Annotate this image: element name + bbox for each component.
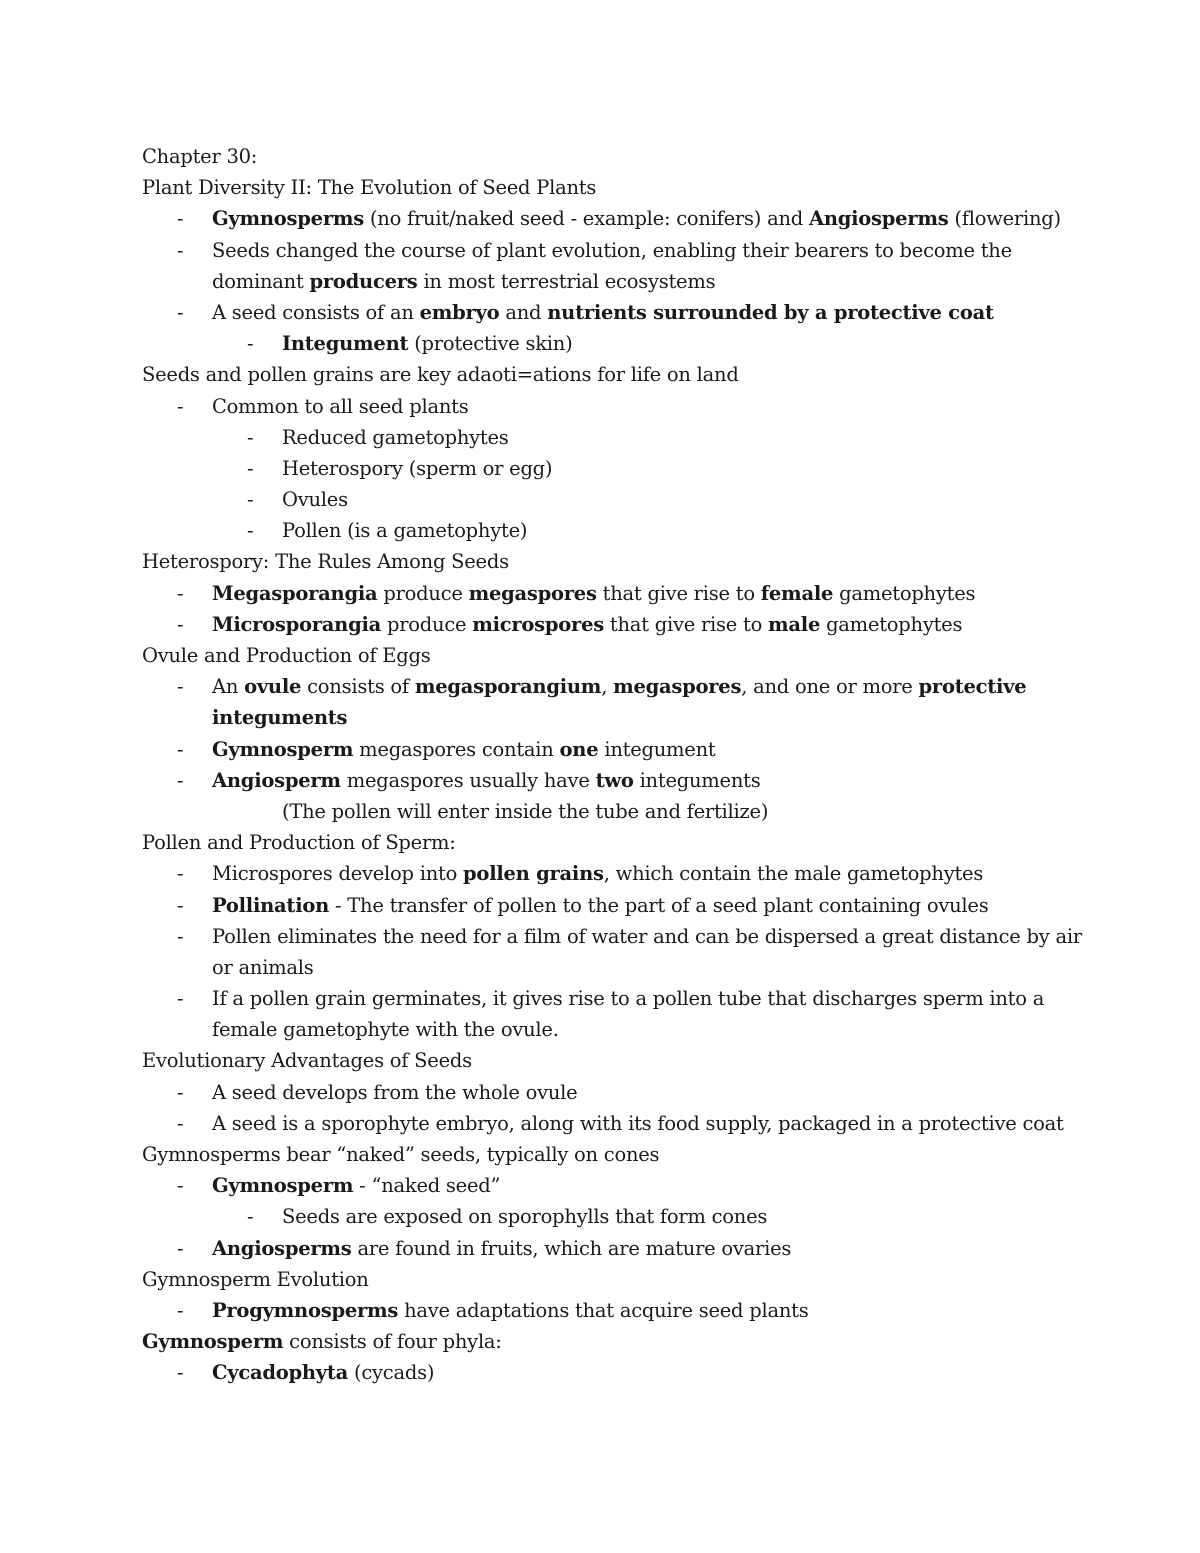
bullet-line xyxy=(142,578,1072,609)
bullet-dash: - xyxy=(177,1080,184,1104)
text-run: An xyxy=(212,675,245,699)
bold-term: Gymnosperm xyxy=(212,1174,354,1198)
text-run: Heterospory (sperm or egg) xyxy=(282,456,553,480)
heading-line xyxy=(142,1264,1072,1295)
bullet-line xyxy=(142,1201,1072,1232)
bullet-line xyxy=(142,765,1072,796)
text-run: (protective skin) xyxy=(408,332,573,356)
bold-term: Megasporangia xyxy=(212,581,378,605)
text-run: megaspores usually have xyxy=(340,768,596,792)
heading-line xyxy=(142,546,1072,577)
bullet-dash: - xyxy=(177,238,184,262)
bullet-line xyxy=(142,1170,1072,1201)
text-run: megaspores contain xyxy=(353,737,560,761)
bold-term: megasporangium xyxy=(414,675,602,699)
bullet-line xyxy=(142,702,1072,733)
text-run: Pollen and Production of Sperm: xyxy=(142,831,456,855)
bold-term: Angiosperm xyxy=(212,768,341,792)
line-text xyxy=(212,578,975,609)
heading-line xyxy=(142,827,1072,858)
line-text xyxy=(142,1264,369,1295)
text-run: female gametophyte with the ovule. xyxy=(212,1018,559,1042)
text-run: (flowering) xyxy=(948,207,1061,231)
bullet-dash: - xyxy=(177,1298,184,1322)
line-text xyxy=(212,266,715,297)
text-run: Gymnosperms bear “naked” seeds, typically on cones xyxy=(142,1143,660,1166)
bold-term: pollen grains xyxy=(463,862,604,886)
bullet-line xyxy=(142,952,1072,983)
line-text xyxy=(282,1201,767,1232)
text-run: gametophytes xyxy=(833,581,976,605)
text-run: Plant Diversity II: The Evolution of Seed Plants xyxy=(142,176,597,200)
bullet-dash: - xyxy=(177,300,184,324)
bullet-dash: - xyxy=(177,612,184,636)
bullet-dash: - xyxy=(177,768,184,792)
bullet-dash: - xyxy=(177,1111,184,1135)
bullet-line xyxy=(142,796,1072,827)
bullet-dash: - xyxy=(177,737,184,761)
line-text xyxy=(142,1139,659,1170)
bold-term: protective xyxy=(918,675,1027,699)
bullet-line xyxy=(142,734,1072,765)
bullet-dash: - xyxy=(177,1174,184,1198)
text-run: , and one or more xyxy=(741,675,919,699)
heading-line xyxy=(142,1139,1072,1170)
text-run: Seeds are exposed on sporophylls that form cones xyxy=(282,1205,768,1229)
bullet-line xyxy=(142,422,1072,453)
bullet-line xyxy=(142,609,1072,640)
line-text xyxy=(212,203,1061,234)
line-text xyxy=(142,546,509,577)
line-text xyxy=(212,702,347,733)
bullet-line xyxy=(142,921,1082,952)
text-run: consists of xyxy=(301,675,415,699)
text-run: are found in fruits, which are mature ovaries xyxy=(351,1236,792,1260)
bold-term: two xyxy=(595,768,634,792)
line-text xyxy=(142,1326,502,1357)
line-text xyxy=(212,297,994,328)
bullet-dash: - xyxy=(247,488,254,512)
text-run: integuments xyxy=(633,768,761,792)
line-text xyxy=(282,453,552,484)
text-run: Evolutionary Advantages of Seeds xyxy=(142,1049,472,1073)
text-run: in most terrestrial ecosystems xyxy=(417,269,716,293)
bold-term: Angiosperms xyxy=(808,207,949,231)
text-run: Ovule and Production of Eggs xyxy=(142,644,431,667)
heading-line xyxy=(142,359,1072,390)
bold-term: megaspores xyxy=(468,581,597,605)
bullet-line xyxy=(142,391,1072,422)
bold-term: microspores xyxy=(472,612,604,636)
line-text xyxy=(212,952,314,983)
bullet-dash: - xyxy=(177,581,184,605)
text-run: have adaptations that acquire seed plants xyxy=(398,1298,809,1322)
bold-term: female xyxy=(760,581,834,605)
line-text xyxy=(212,858,983,889)
text-run: dominant xyxy=(212,269,310,293)
bold-term: producers xyxy=(309,269,418,293)
bold-term: Gymnosperm xyxy=(142,1330,284,1354)
text-run: Chapter 30: xyxy=(142,145,258,168)
line-text xyxy=(212,671,1026,702)
bullet-dash: - xyxy=(177,1236,184,1260)
bullet-dash: - xyxy=(247,456,254,480)
line-text xyxy=(212,609,962,640)
bullet-line xyxy=(142,453,1072,484)
bold-term: Gymnosperms xyxy=(212,207,364,231)
text-run: Pollen (is a gametophyte) xyxy=(282,519,528,543)
text-run: - “naked seed” xyxy=(353,1174,501,1198)
line-text xyxy=(212,983,1044,1014)
bold-term: Pollination xyxy=(212,893,330,917)
bold-term: male xyxy=(768,612,821,636)
bold-term: embryo xyxy=(419,300,500,324)
line-text xyxy=(282,422,509,453)
bullet-dash: - xyxy=(177,675,184,699)
bullet-line xyxy=(142,266,1072,297)
bullet-line xyxy=(142,235,1072,266)
line-text xyxy=(142,141,257,172)
line-text xyxy=(142,359,739,390)
bullet-line xyxy=(142,1108,1072,1139)
text-run: A seed develops from the whole ovule xyxy=(212,1080,578,1104)
line-text xyxy=(212,1077,577,1108)
text-run: , xyxy=(601,675,614,699)
text-run: (no fruit/naked seed - example: conifers) and xyxy=(363,207,809,231)
line-text xyxy=(282,328,572,359)
line-text xyxy=(282,484,348,515)
text-run: , which contain the male gametophytes xyxy=(603,862,984,886)
bullet-dash: - xyxy=(177,394,184,418)
line-text xyxy=(142,640,430,671)
text-run: - The transfer of pollen to the part of a seed plant containing ovules xyxy=(329,893,989,917)
line-text xyxy=(282,515,527,546)
text-run: that give rise to xyxy=(596,581,761,605)
line-text xyxy=(212,1108,1064,1139)
text-run: Common to all seed plants xyxy=(212,394,469,418)
bullet-dash: - xyxy=(177,893,184,917)
bold-term: one xyxy=(559,737,599,761)
heading-line xyxy=(142,1045,1072,1076)
text-run: produce xyxy=(377,581,469,605)
line-text xyxy=(212,921,1082,952)
text-run: Microspores develop into xyxy=(212,862,464,886)
text-run: or animals xyxy=(212,955,314,979)
line-text xyxy=(212,890,988,921)
bold-term: Angiosperms xyxy=(212,1236,352,1260)
bold-term: integuments xyxy=(212,706,348,730)
bullet-line xyxy=(142,983,1072,1014)
heading-line xyxy=(142,172,1072,203)
bullet-dash: - xyxy=(177,987,184,1011)
bold-term: ovule xyxy=(244,675,302,699)
text-run: A seed is a sporophyte embryo, along with its food supply, packaged in a protective coat xyxy=(212,1111,1064,1135)
text-run: integument xyxy=(598,737,716,761)
line-text xyxy=(212,391,468,422)
text-run: Seeds and pollen grains are key adaoti=ations for life on land xyxy=(142,363,739,387)
bullet-line xyxy=(142,671,1072,702)
line-text xyxy=(282,796,768,827)
bullet-line xyxy=(142,1233,1072,1264)
text-run: Reduced gametophytes xyxy=(282,425,509,449)
bold-term: megaspores xyxy=(613,675,742,699)
line-text xyxy=(212,235,1012,266)
text-run: gametophytes xyxy=(820,612,963,636)
text-run: Pollen eliminates the need for a film of water and can be dispersed a great distance by air xyxy=(212,924,1082,948)
bold-term: Cycadophyta xyxy=(212,1361,349,1385)
line-text xyxy=(212,765,760,796)
bullet-line xyxy=(142,203,1072,234)
line-text xyxy=(142,172,596,203)
text-run: Ovules xyxy=(282,488,348,512)
text-run: (The pollen will enter inside the tube and fertilize) xyxy=(282,799,769,823)
bullet-dash: - xyxy=(177,862,184,886)
heading-line xyxy=(142,141,1072,172)
bullet-line xyxy=(142,484,1072,515)
bullet-line xyxy=(142,1014,1072,1045)
heading-line xyxy=(142,640,1072,671)
document-page xyxy=(142,141,1082,1389)
line-text xyxy=(212,1233,791,1264)
text-run: produce xyxy=(381,612,473,636)
bold-term: Integument xyxy=(282,332,409,356)
bullet-line xyxy=(142,515,1072,546)
text-run: Seeds changed the course of plant evolution, enabling their bearers to become the xyxy=(212,238,1012,262)
line-text xyxy=(142,827,456,858)
text-run: If a pollen grain germinates, it gives rise to a pollen tube that discharges sperm into a xyxy=(212,987,1045,1011)
line-text xyxy=(212,1170,500,1201)
bold-term: nutrients surrounded by a protective coat xyxy=(547,300,994,324)
heading-line xyxy=(142,1326,1072,1357)
line-text xyxy=(212,1014,559,1045)
text-run: (cycads) xyxy=(348,1361,435,1385)
bullet-line xyxy=(142,1077,1072,1108)
bold-term: Microsporangia xyxy=(212,612,382,636)
line-text xyxy=(212,1295,809,1326)
text-run: Gymnosperm Evolution xyxy=(142,1267,369,1291)
bullet-dash: - xyxy=(177,207,184,231)
bullet-line xyxy=(142,858,1072,889)
bullet-line xyxy=(142,890,1072,921)
bullet-line xyxy=(142,1357,1072,1388)
line-text xyxy=(142,1045,472,1076)
text-run: A seed consists of an xyxy=(212,300,420,324)
bullet-dash: - xyxy=(247,425,254,449)
line-text xyxy=(212,1357,434,1388)
bullet-line xyxy=(142,328,1072,359)
text-run: and xyxy=(499,300,548,324)
text-run: that give rise to xyxy=(603,612,769,636)
bullet-line xyxy=(142,297,1072,328)
bullet-dash: - xyxy=(177,924,184,948)
bold-term: Gymnosperm xyxy=(212,737,354,761)
bullet-line xyxy=(142,1295,1072,1326)
text-run: consists of four phyla: xyxy=(283,1330,502,1354)
line-text xyxy=(212,734,715,765)
bullet-dash: - xyxy=(247,1205,254,1229)
bullet-dash: - xyxy=(247,519,254,543)
bullet-dash: - xyxy=(177,1361,184,1385)
text-run: Heterospory: The Rules Among Seeds xyxy=(142,550,509,574)
bullet-dash: - xyxy=(247,332,254,356)
bold-term: Progymnosperms xyxy=(212,1298,399,1322)
